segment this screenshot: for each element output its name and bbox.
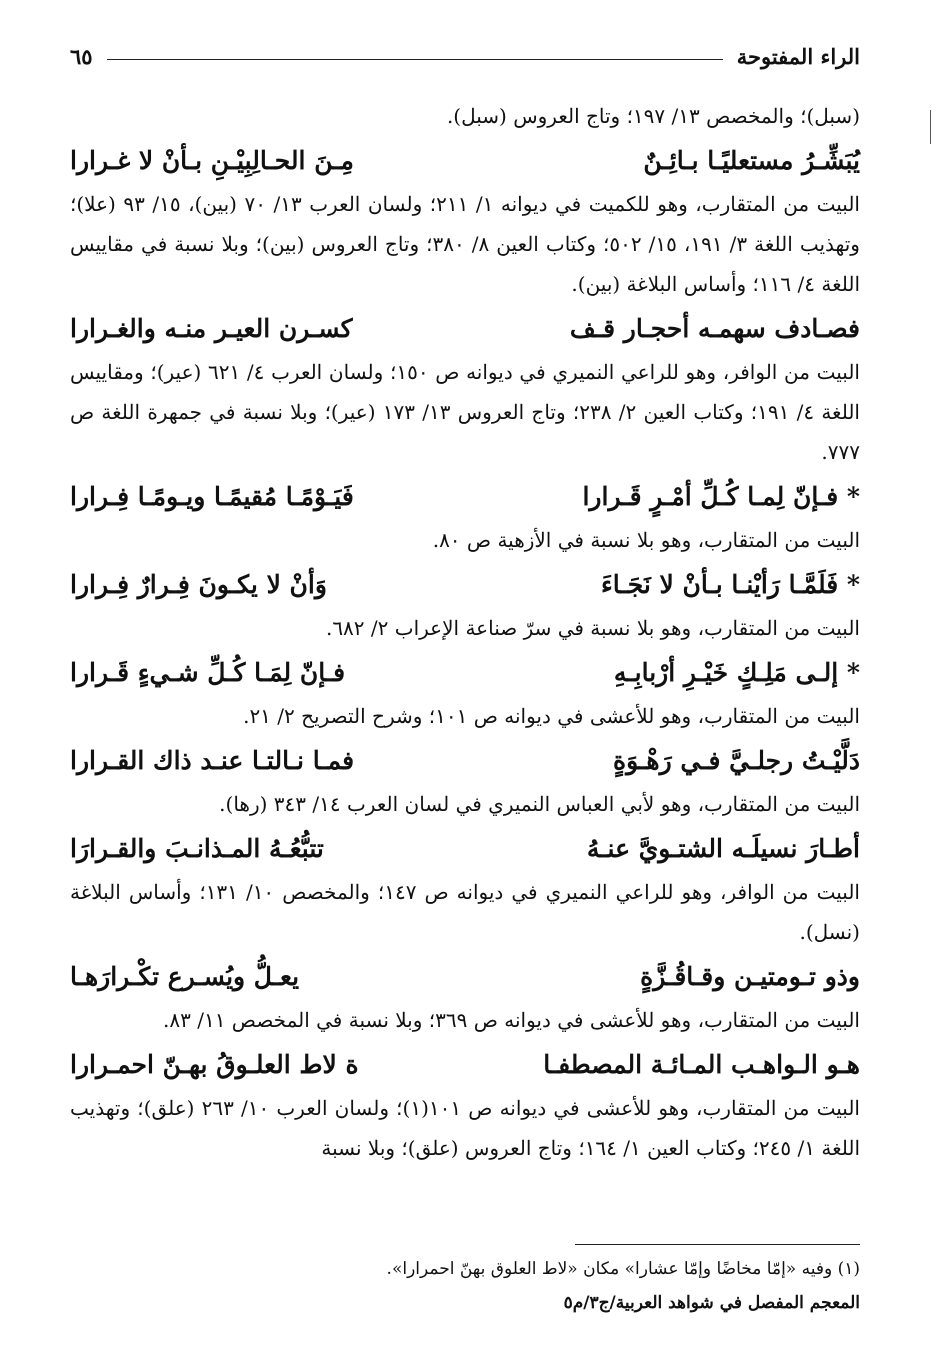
- verse-first-hemistich: * فـإنّ لِمـا كُـلِّ أمْـرٍ قَـرارا: [582, 482, 860, 511]
- verse-line: [70, 1042, 860, 1088]
- page-body: [70, 96, 860, 1168]
- verse-line: [70, 306, 860, 352]
- verse-second-hemistich: ة لاط العلـوقُ بهـنّ احمـرارا: [70, 1050, 359, 1079]
- verse-line: [70, 826, 860, 872]
- running-header: [70, 38, 860, 74]
- citation-paragraph: البيت من المتقارب، وهو للأعشى في ديوانه ص ١٠١؛ وشرح التصريح ٢/ ٢١.: [243, 704, 860, 728]
- footnote: (١) وفيه «إمّا مخاضًا وإمّا عشارا» مكان «لاط العلوق بهنّ احمرارا».: [386, 1259, 860, 1279]
- citation-paragraph: البيت من الوافر، وهو للراعي النميري في ديوانه ص ١٥٠؛ ولسان العرب ٤/ ٦٢١ (عير)؛ ومقاييس اللغة ٤/ ١٩١؛ وكتاب العين ٢/ ٢٣٨؛ وتاج العروس ١٣/ ١٧٣ (عير)؛ وبلا نسبة في جمهرة اللغة ص ٧٧٧.: [70, 360, 860, 464]
- verse-second-hemistich: فـإنّ لِمَـا كُـلِّ شـيءٍ قَـرارا: [70, 658, 346, 687]
- verse-second-hemistich: كسـرن العيـر منـه والغـرارا: [70, 314, 353, 343]
- margin-mark: [930, 110, 931, 144]
- citation-paragraph: البيت من المتقارب، وهو للأعشى في ديوانه ص ٣٦٩؛ وبلا نسبة في المخصص ١١/ ٨٣.: [163, 1008, 860, 1032]
- verse-line: [70, 562, 860, 608]
- verse-line: [70, 474, 860, 520]
- verse-first-hemistich: هـو الـواهـب المـائـة المصطفـا: [543, 1050, 860, 1079]
- verse-second-hemistich: مِـنَ الحـالِبِيْـنِ بـأنْ لا غـرارا: [70, 146, 354, 175]
- verse-second-hemistich: يعـلُّ ويُسـرع تكْـرارَهـا: [70, 962, 300, 991]
- citation-paragraph: (سبل)؛ والمخصص ١٣/ ١٩٧؛ وتاج العروس (سبل).: [446, 104, 860, 128]
- citation-paragraph: البيت من المتقارب، وهو للكميت في ديوانه ١/ ٢١١؛ ولسان العرب ١٣/ ٧٠ (بين)، ١٥/ ٩٣ (علا)؛ وتهذيب اللغة ٣/ ١٩١، ١٥/ ٥٠٢؛ وكتاب العين ٨/ ٣٨٠؛ وتاج العروس (بين)؛ وبلا نسبة في مقاييس اللغة ٤/ ١١٦؛ وأساس البلاغة (بين).: [70, 192, 860, 296]
- verse-first-hemistich: يُبَشِّـرُ مستعليًـا بـائِـنٌ: [643, 146, 860, 175]
- signature-line: المعجم المفصل في شواهد العربية/ج٣/م٥: [563, 1293, 860, 1313]
- verse-first-hemistich: * إلـى مَلِـكٍ خَيْـرِ أرْبابِـهِ: [613, 658, 860, 687]
- verse-second-hemistich: فَيَـوْمًـا مُقيمًـا ويـومًـا فِـرارا: [70, 482, 354, 511]
- verse-line: [70, 954, 860, 1000]
- verse-second-hemistich: وَأنْ لا يكـونَ فِـرارٌ فِـرارا: [70, 570, 327, 599]
- verse-first-hemistich: * فَلَمَّـا رَأيْنـا بـأنْ لا نَجَـاءَ: [601, 570, 860, 599]
- verse-first-hemistich: دَلَّيْـتُ رجلـيَّ فـي رَهْـوَةٍ: [613, 746, 860, 775]
- footnote-rule: [575, 1244, 860, 1245]
- verse-first-hemistich: أطـارَ نسيلَـه الشتـويَّ عنـهُ: [586, 834, 860, 863]
- verse-first-hemistich: فصـادف سهمـه أحجـار قـف: [569, 314, 860, 343]
- verse-second-hemistich: فمـا نـالتـا عنـد ذاك القـرارا: [70, 746, 355, 775]
- verse-second-hemistich: تتبُّعُـهُ المـذانـبَ والقـرارَا: [70, 834, 324, 863]
- chapter-title: الراء المفتوحة: [736, 43, 860, 69]
- citation-paragraph: البيت من المتقارب، وهو لأبي العباس النميري في لسان العرب ١٤/ ٣٤٣ (رها).: [219, 792, 860, 816]
- citation-paragraph: البيت من المتقارب، وهو بلا نسبة في سرّ صناعة الإعراب ٢/ ٦٨٢.: [325, 616, 860, 640]
- verse-line: [70, 138, 860, 184]
- verse-first-hemistich: وذو تـومتيـن وقـاقُـزَّةٍ: [640, 962, 860, 991]
- citation-paragraph: البيت من المتقارب، وهو للأعشى في ديوانه ص ١٠١(١)؛ ولسان العرب ١٠/ ٢٦٣ (علق)؛ وتهذيب اللغة ١/ ٢٤٥؛ وكتاب العين ١/ ١٦٤؛ وتاج العروس (علق)؛ وبلا نسبة: [70, 1096, 860, 1160]
- citation-paragraph: البيت من المتقارب، وهو بلا نسبة في الأزهية ص ٨٠.: [432, 528, 860, 552]
- verse-line: [70, 738, 860, 784]
- verse-line: [70, 650, 860, 696]
- header-rule: [107, 59, 723, 60]
- citation-paragraph: البيت من الوافر، وهو للراعي النميري في ديوانه ص ١٤٧؛ والمخصص ١٠/ ١٣١؛ وأساس البلاغة (نسل).: [70, 880, 860, 944]
- page-number: ٦٥: [70, 43, 93, 69]
